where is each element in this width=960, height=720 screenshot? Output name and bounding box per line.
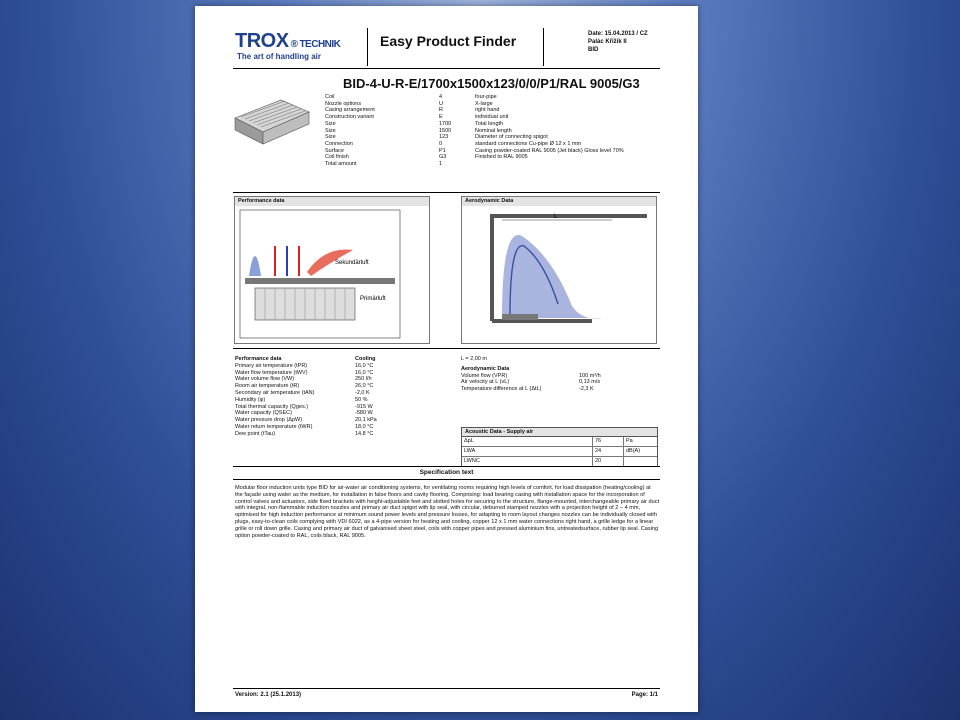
- product-image: [233, 98, 311, 148]
- performance-v: 14,8 °C: [355, 430, 374, 437]
- property-k: Size: [325, 127, 336, 134]
- performance-v: 50 %: [355, 396, 368, 403]
- primary-air-label: Primärluft: [360, 296, 386, 302]
- performance-k: Primary air temperature (tPR): [235, 362, 308, 369]
- performance-v: -2,0 K: [355, 389, 370, 396]
- aerodynamic-k: Volume flow (VPR): [461, 372, 508, 379]
- property-c: P1: [439, 147, 446, 154]
- aerodynamic-heading: Aerodynamic Data: [461, 365, 510, 372]
- performance-v: 16,0 °C: [355, 369, 374, 376]
- performance-v: 26,0 °C: [355, 383, 374, 390]
- model-code: BID-4-U-R-E/1700x1500x123/0/0/P1/RAL 9005/G3: [343, 76, 640, 91]
- induction-unit-schematic: [235, 206, 429, 342]
- property-c: 0: [439, 140, 443, 147]
- property-c: R: [439, 107, 443, 114]
- header-divider: [367, 28, 368, 66]
- performance-row: [235, 397, 415, 404]
- property-v: Total length: [475, 120, 504, 127]
- aerodynamic-v: 0,13 m/s: [579, 379, 601, 386]
- property-v: X-large: [475, 100, 493, 107]
- acoustic-row: [462, 447, 657, 457]
- property-v: right hand: [475, 107, 500, 114]
- configuration-list: [325, 94, 695, 168]
- acoustic-c: Pa: [626, 438, 633, 444]
- property-row: [325, 134, 695, 141]
- section-rule: [233, 466, 660, 467]
- aerodynamic-row: [461, 373, 639, 380]
- property-v: Finished to RAL 9005: [475, 154, 528, 161]
- performance-row: [235, 390, 415, 397]
- property-k: Size: [325, 134, 336, 141]
- panel-title: Performance data: [235, 197, 429, 206]
- performance-v: 16,0 °C: [355, 362, 374, 369]
- performance-row: [235, 404, 415, 411]
- property-c: E: [439, 114, 443, 121]
- aerodynamic-v: -2,3 K: [579, 386, 594, 393]
- performance-v: -580 W: [355, 410, 373, 417]
- performance-row: [235, 376, 415, 383]
- performance-row: [235, 424, 415, 431]
- product-datasheet-page: [195, 6, 698, 712]
- aerodynamic-v: 100 m³/h: [579, 372, 601, 379]
- aerodynamic-k: Air velocity at L (vL): [461, 379, 510, 386]
- performance-row: [235, 431, 415, 438]
- aerodynamic-row: [461, 386, 639, 393]
- performance-v: -915 W: [355, 403, 373, 410]
- property-row: [325, 128, 695, 135]
- performance-row: [235, 363, 415, 370]
- page-title: Easy Product Finder: [380, 33, 517, 49]
- air-throw-schematic: [462, 206, 656, 342]
- header-rule: [233, 68, 660, 69]
- acoustic-b: 24: [593, 447, 624, 456]
- acoustic-b: 76: [593, 437, 624, 446]
- performance-row: [235, 417, 415, 424]
- property-c: 1500: [439, 127, 452, 134]
- property-row: [325, 154, 695, 161]
- logo-tagline: The art of handling air: [237, 52, 322, 61]
- acoustic-a: LWNC: [462, 457, 593, 466]
- section-rule: [233, 348, 660, 349]
- performance-v: 250 l/h: [355, 376, 372, 383]
- aerodynamic-diagram: [461, 196, 657, 344]
- performance-v: 20,1 kPa: [355, 417, 377, 424]
- property-c: 1: [439, 161, 443, 168]
- secondary-air-label: Sekundärluft: [335, 260, 369, 266]
- specification-text: Modular floor induction units type BID for air-water air conditioning systems, for ventilating rooms requiring high levels of comfort, for load dissipation (heating/cooling) at the façade using water as the medium, for installation in false floors and cavity flooring. Comprising: load bearing casing with installation space for the incorporation of control valves and actuators, side fixed brackets with height-adjustable feet and slotted holes for securing to the structure, flange-mounted, interchangeable primary air duct with integral, non-flammable induction nozzles and primary air duct spigot with lip seal, with circular, deburred stamped nozzles with a projection height of 2 – 4 mm, optimised for high induction performance at minimum sound power levels and pressure losses, for adapting to room layout changes nozzles can be individually closed with plugs, easy-to-clean coils complying with VDI 6022, as a 4-pipe version for heating and cooling, copper 12 x 1 mm water connections right hand, a grille ledge for a linear grille or roll down grille. Casing and primary air duct of galvanised sheet steel, coils with copper pipes and pressed aluminium fins, untreatedsurface, rubber lip seal. Casing option powder-coated to RAL, coils black, RAL 9005.: [235, 485, 660, 539]
- throw-length-label: L: [554, 214, 558, 220]
- panel-title: Aerodynamic Data: [462, 197, 656, 206]
- performance-k: Water pressure drop (ΔpW): [235, 417, 303, 424]
- header-divider: [543, 28, 544, 66]
- property-k: Connection: [325, 140, 353, 147]
- property-row: [325, 114, 695, 121]
- performance-diagram: [234, 196, 430, 344]
- section-rule: [233, 192, 660, 193]
- acoustic-table: [461, 427, 658, 467]
- performance-k: Water volume flow (VW): [235, 376, 295, 383]
- property-k: Casing arrangement: [325, 107, 375, 114]
- property-k: Coil finish: [325, 154, 349, 161]
- performance-heading: Performance data: [235, 356, 282, 362]
- property-row: [325, 121, 695, 128]
- header-meta: Date: 15.04.2013 / CZ Palác Křižík II BID: [588, 31, 648, 53]
- acoustic-a: LWA: [462, 447, 593, 456]
- performance-v: 18,0 °C: [355, 423, 374, 430]
- property-c: 4: [439, 94, 443, 100]
- property-v: [475, 161, 695, 168]
- page-number: Page: 1/1: [631, 692, 658, 698]
- performance-k: Room air temperature (tR): [235, 383, 300, 390]
- property-k: Surface: [325, 147, 344, 154]
- property-k: Size: [325, 120, 336, 127]
- property-v: Diameter of connecting spigot: [475, 134, 548, 141]
- performance-k: Water flow temperature (tWV): [235, 369, 308, 376]
- acoustic-a: ΔpL: [462, 437, 593, 446]
- property-v: four-pipe: [475, 94, 497, 100]
- property-c: U: [439, 100, 443, 107]
- performance-row: [235, 410, 415, 417]
- property-row: [325, 141, 695, 148]
- aerodynamic-table: [461, 356, 639, 393]
- footer-rule: [233, 688, 660, 689]
- acoustic-row: [462, 457, 657, 466]
- property-c: 123: [439, 134, 449, 141]
- performance-k: Secondary air temperature (tAN): [235, 389, 315, 396]
- trox-logo: TROX ® TECHNIK: [235, 30, 341, 52]
- property-v: standard connections Cu-pipe Ø 12 x 1 mm: [475, 140, 582, 147]
- cooling-column-heading: Cooling: [355, 356, 376, 362]
- property-row: [325, 107, 695, 114]
- performance-k: Water return temperature (tWR): [235, 423, 313, 430]
- section-rule: [233, 479, 660, 480]
- throw-length: L = 2,00 m: [461, 356, 487, 362]
- property-c: G3: [439, 154, 447, 161]
- performance-k: Total thermal capacity (Qges.): [235, 403, 309, 410]
- acoustic-c: [624, 457, 626, 466]
- version-label: Version: 2.1 (25.1.2013): [235, 692, 302, 698]
- property-k: Total amount: [325, 161, 357, 168]
- property-v: Nominal length: [475, 127, 512, 134]
- property-v: individual unit: [475, 114, 509, 121]
- aerodynamic-k: Temperature difference at L (ΔtL): [461, 386, 542, 393]
- property-k: Coil: [325, 94, 335, 100]
- acoustic-c: dB(A): [626, 448, 641, 454]
- performance-k: Humidity (φ): [235, 396, 266, 403]
- property-c: 1700: [439, 120, 452, 127]
- performance-k: Dew point (tTau): [235, 430, 276, 437]
- performance-row: [235, 383, 415, 390]
- property-row: [325, 101, 695, 108]
- property-row: [325, 94, 695, 101]
- performance-k: Water capacity (QSEC): [235, 410, 292, 417]
- performance-table: [235, 356, 415, 438]
- property-k: Nozzle options: [325, 100, 362, 107]
- acoustic-row: [462, 437, 657, 447]
- acoustic-b: 20: [593, 457, 624, 466]
- property-row: [325, 161, 695, 168]
- property-k: Construction variant: [325, 114, 374, 121]
- specification-heading: Specification text: [419, 469, 474, 476]
- acoustic-heading: Acoustic Data - Supply air: [462, 428, 657, 437]
- aerodynamic-row: [461, 379, 639, 386]
- property-row: [325, 148, 695, 155]
- property-v: Casing powder-coated RAL 9005 (Jet black) Gloss level 70%: [475, 147, 624, 154]
- performance-row: [235, 370, 415, 377]
